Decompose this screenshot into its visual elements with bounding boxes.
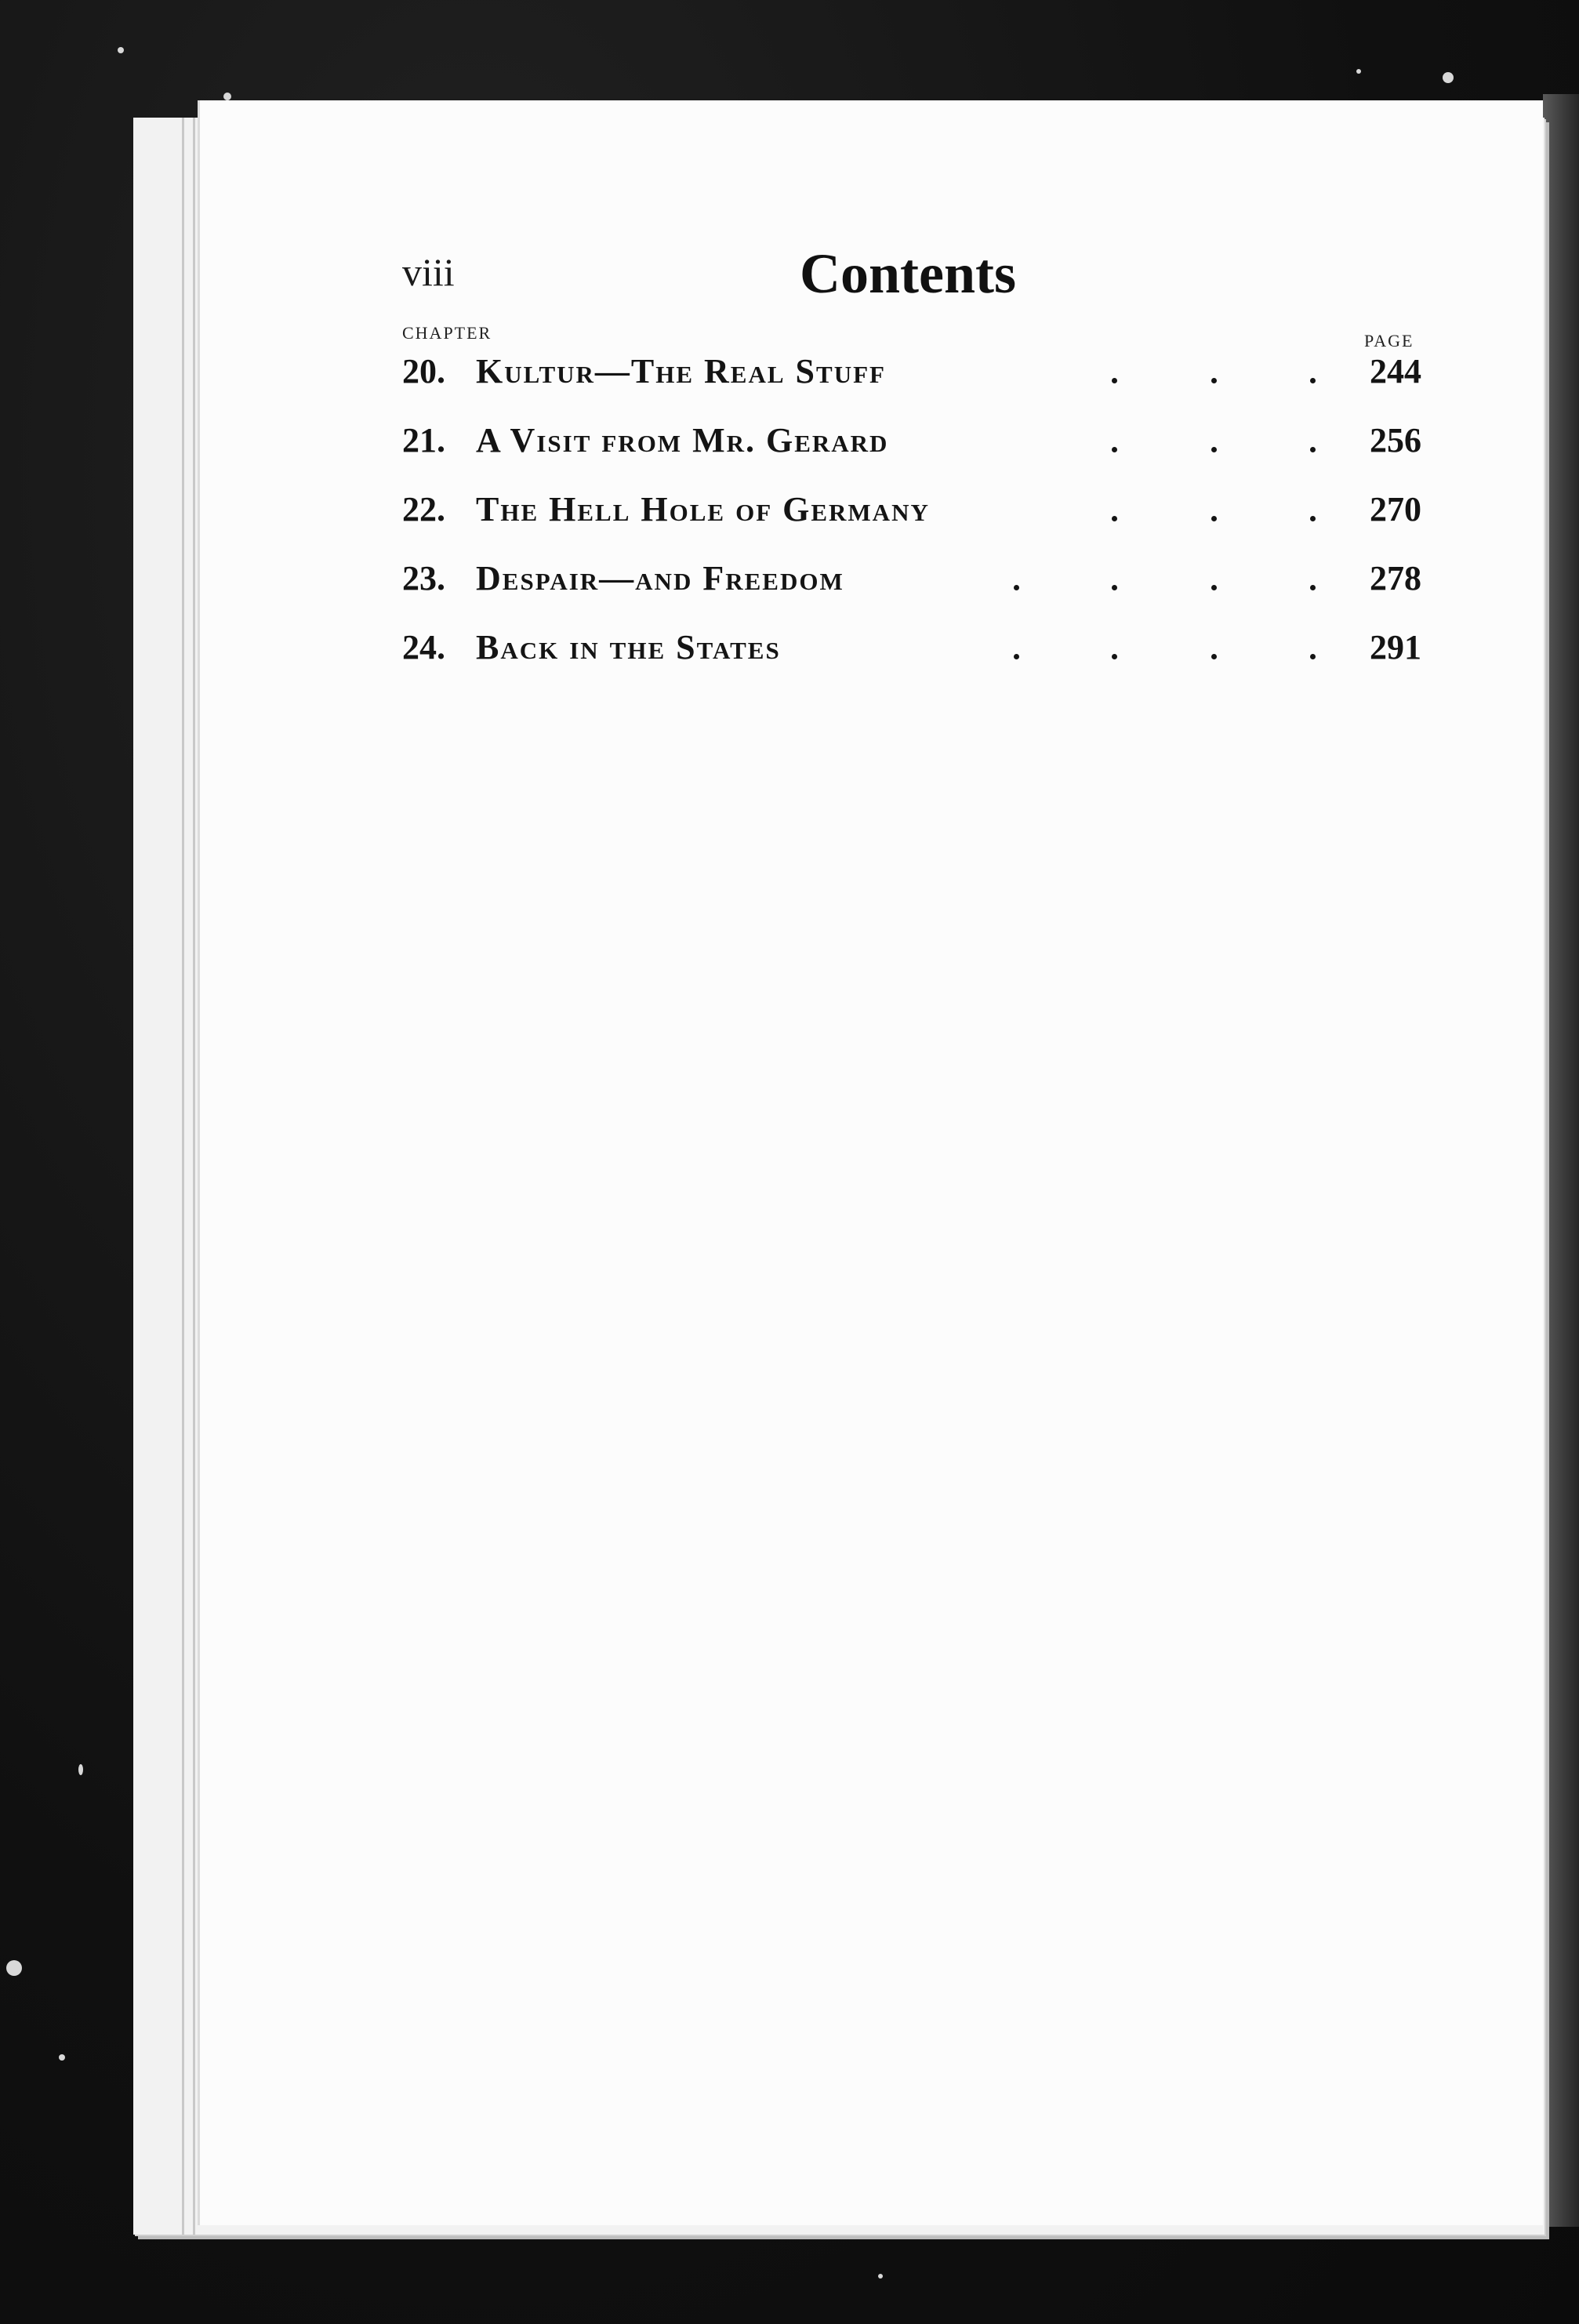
page-stack-edge (193, 118, 195, 2235)
page-column-label: PAGE (1364, 331, 1414, 350)
dot-leader (402, 420, 1327, 467)
dot-leader (402, 558, 1327, 605)
dust-speck (118, 47, 124, 53)
page-number: 291 (1370, 628, 1421, 666)
page-stack-edge (182, 118, 184, 2235)
toc-entry (402, 351, 1421, 420)
dust-speck (6, 1960, 22, 1976)
page-number: 278 (1370, 559, 1421, 597)
dust-speck (1356, 69, 1361, 74)
chapter-number: 22. (402, 490, 445, 528)
book-edge-strip (1543, 94, 1579, 2227)
dot-leader (402, 627, 1327, 674)
table-of-contents (402, 351, 1421, 696)
toc-entry (402, 558, 1421, 627)
chapter-title: Back in the States (476, 628, 781, 666)
toc-entry (402, 420, 1421, 489)
dot-leader (402, 489, 1327, 536)
page-number: 256 (1370, 421, 1421, 459)
dust-speck (78, 1764, 83, 1775)
chapter-title: The Hell Hole of Germany (476, 490, 930, 528)
chapter-title: Despair—and Freedom (476, 559, 844, 597)
page-title: Contents (800, 242, 1017, 305)
chapter-number: 23. (402, 559, 445, 597)
dust-speck (878, 2274, 883, 2279)
dust-speck (1443, 72, 1454, 83)
chapter-number: 21. (402, 421, 445, 459)
chapter-column-label: CHAPTER (402, 323, 492, 343)
chapter-title: Kultur—The Real Stuff (476, 352, 886, 390)
page-number: 270 (1370, 490, 1421, 528)
dot-leader (402, 351, 1327, 398)
chapter-number: 20. (402, 352, 445, 390)
page-number-folio: viii (402, 250, 455, 294)
chapter-title: A Visit from Mr. Gerard (476, 421, 889, 459)
dust-speck (59, 2054, 65, 2061)
dust-speck (223, 93, 231, 100)
chapter-number: 24. (402, 628, 445, 666)
toc-entry (402, 489, 1421, 558)
toc-entry (402, 627, 1421, 696)
page-number: 244 (1370, 352, 1421, 390)
